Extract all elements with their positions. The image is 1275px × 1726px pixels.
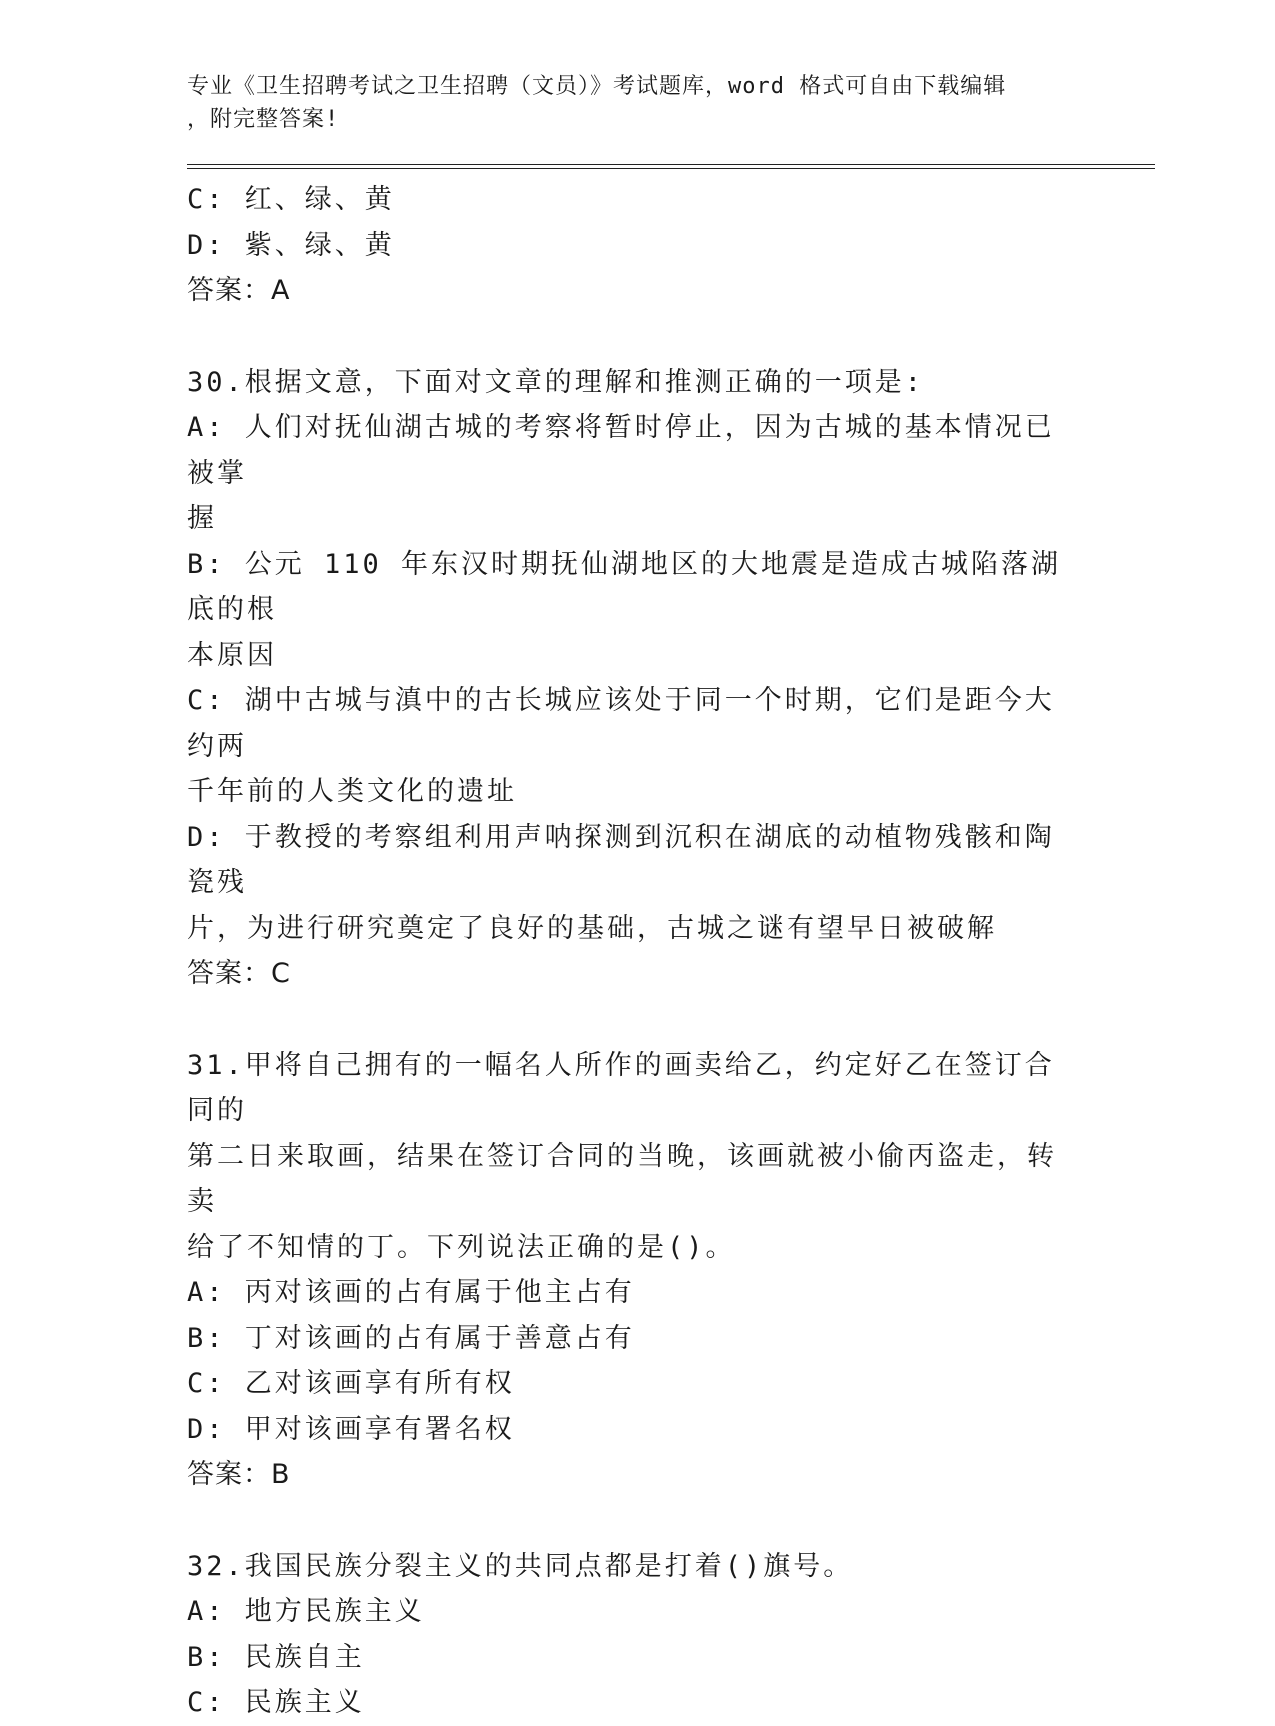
option-line: 片，为进行研究奠定了良好的基础，古城之谜有望早日被破解 — [187, 912, 997, 944]
option-line: D: 甲对该画享有署名权 — [187, 1413, 515, 1445]
question-block-31 — [187, 1043, 1067, 1498]
header-line-2: ，附完整答案! — [187, 107, 340, 132]
option-line: A: 人们对抚仙湖古城的考察将暂时停止，因为古城的基本情况已被掌 — [187, 412, 1055, 489]
question-stem: 30.根据文意，下面对文章的理解和推测正确的一项是: — [187, 366, 925, 398]
option-line: C: 红、绿、黄 — [187, 184, 395, 215]
question-stem: 31.甲将自己拥有的一幅名人所作的画卖给乙，约定好乙在签订合同的 — [187, 1049, 1055, 1126]
header-double-rule — [187, 164, 1155, 169]
document-page — [187, 70, 1152, 1726]
answer-line: 答案：A — [187, 275, 291, 306]
option-line: C: 乙对该画享有所有权 — [187, 1368, 515, 1399]
option-line: C: 民族主义 — [187, 1687, 365, 1718]
option-line: D: 于教授的考察组利用声呐探测到沉积在湖底的动植物残骸和陶瓷残 — [187, 821, 1055, 898]
option-line: 本原因 — [187, 639, 277, 671]
question-block-29 — [187, 177, 1067, 314]
option-line: A: 地方民族主义 — [187, 1596, 425, 1627]
option-line: D: 紫、绿、黄 — [187, 229, 395, 261]
question-stem: 给了不知情的丁。下列说法正确的是()。 — [187, 1231, 736, 1263]
document-content — [187, 177, 1067, 1726]
document-header — [187, 70, 1067, 136]
option-line: C: 湖中古城与滇中的古长城应该处于同一个时期，它们是距今大约两 — [187, 685, 1055, 762]
option-line: B: 民族自主 — [187, 1641, 365, 1673]
question-stem: 第二日来取画，结果在签订合同的当晚，该画就被小偷丙盗走，转卖 — [187, 1140, 1057, 1217]
option-line: A: 丙对该画的占有属于他主占有 — [187, 1277, 635, 1308]
answer-line: 答案：C — [187, 958, 291, 989]
option-line: B: 公元 110 年东汉时期抚仙湖地区的大地震是造成古城陷落湖底的根 — [187, 548, 1062, 625]
option-line: B: 丁对该画的占有属于善意占有 — [187, 1322, 635, 1354]
question-block-30 — [187, 360, 1067, 997]
answer-line: 答案：B — [187, 1459, 291, 1490]
question-stem: 32.我国民族分裂主义的共同点都是打着()旗号。 — [187, 1550, 854, 1582]
question-block-32 — [187, 1544, 1067, 1726]
header-line-1: 专业《卫生招聘考试之卫生招聘（文员）》考试题库，word 格式可自由下载编辑 — [187, 74, 1007, 99]
option-line: 千年前的人类文化的遗址 — [187, 776, 517, 807]
option-line: 握 — [187, 503, 217, 534]
